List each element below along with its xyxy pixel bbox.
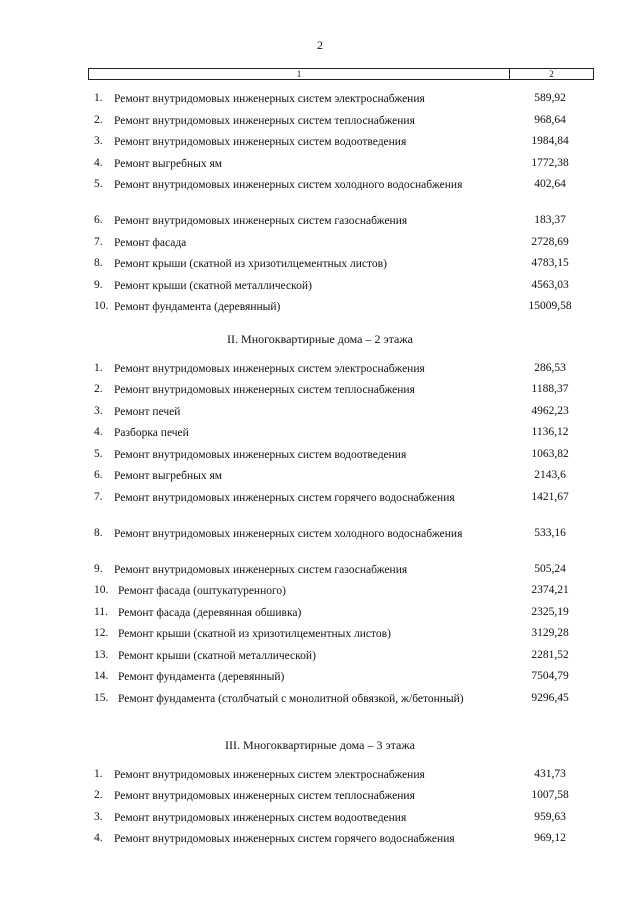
row-text: Ремонт крыши (скатной из хризотилцементных листов): [114, 258, 387, 270]
row-value: 1188,37: [531, 383, 569, 395]
row-value: 286,53: [534, 361, 566, 374]
row-value: 183,37: [534, 214, 566, 226]
table-row: [0, 764, 640, 786]
document-content: [0, 88, 640, 864]
row-value: 1136,12: [531, 426, 569, 438]
table-row: [0, 358, 640, 380]
row-value: 7504,79: [531, 670, 569, 682]
row-value: 15009,58: [528, 300, 572, 312]
row-text: Ремонт выгребных ям: [114, 157, 223, 170]
row-number: 15.: [94, 691, 109, 704]
row-text: Ремонт фундамента (деревянный): [118, 671, 285, 683]
row-number: 8.: [94, 257, 103, 269]
row-number: 7.: [94, 490, 103, 503]
row-number: 9.: [94, 562, 103, 575]
row-text: Ремонт внутридомовых инженерных систем горячего водоснабжения: [114, 491, 455, 504]
table-row: [0, 379, 640, 401]
table-row: [0, 275, 640, 297]
row-text: Ремонт фасада: [114, 236, 187, 249]
header-col-2: 2: [549, 69, 554, 79]
row-text: Ремонт внутридомовых инженерных систем теплоснабжения: [114, 384, 415, 396]
row-number: 14.: [94, 670, 109, 682]
row-text: Ремонт внутридомовых инженерных систем газоснабжения: [114, 563, 408, 576]
section-2-title: II. Многоквартирные дома – 2 этажа: [227, 331, 413, 346]
row-text: Ремонт фундамента (деревянный): [114, 301, 281, 313]
row-text: Ремонт фасада (оштукатуренного): [118, 585, 286, 597]
row-number: 2.: [94, 789, 103, 801]
row-value: 589,92: [534, 92, 566, 104]
row-text: Ремонт фасада (деревянная обшивка): [118, 606, 302, 619]
row-number: 6.: [94, 469, 103, 481]
row-number: 12.: [94, 627, 109, 639]
row-text: Ремонт внутридомовых инженерных систем газоснабжения: [114, 215, 408, 227]
row-value: 2143,6: [534, 469, 566, 481]
table-row: [0, 559, 640, 581]
row-number: 10.: [94, 584, 109, 596]
table-header: [88, 68, 594, 80]
row-text: Ремонт фундамента (столбчатый с монолитной обвязкой, ж/бетонный): [118, 692, 464, 705]
table-row: [0, 296, 640, 318]
table-row: [0, 210, 640, 232]
block-2: [0, 358, 640, 724]
row-text: Ремонт внутридомовых инженерных систем холодного водоснабжения: [114, 527, 463, 540]
table-row: [0, 828, 640, 864]
row-value: 4783,15: [531, 257, 569, 269]
table-row: [0, 110, 640, 132]
row-text: Ремонт выгребных ям: [114, 470, 223, 482]
row-number: 11.: [94, 605, 108, 618]
row-value: 2281,52: [531, 648, 569, 661]
header-col-1: 1: [89, 69, 510, 79]
row-text: Ремонт печей: [114, 405, 181, 418]
table-row: [0, 465, 640, 487]
row-value: 533,16: [534, 526, 566, 539]
table-row: [0, 645, 640, 667]
row-value: 9296,45: [531, 691, 569, 704]
section-3: [0, 724, 640, 764]
row-number: 1.: [94, 92, 103, 104]
row-text: Ремонт крыши (скатной из хризотилцементных листов): [118, 628, 391, 640]
table-row: [0, 153, 640, 175]
table-row: [0, 580, 640, 602]
row-number: 13.: [94, 648, 109, 661]
section-3-title: III. Многоквартирные дома – 3 этажа: [225, 737, 415, 752]
row-number: 3.: [94, 404, 103, 417]
row-value: 969,12: [534, 832, 566, 844]
row-value: 1984,84: [531, 135, 569, 147]
row-number: 6.: [94, 214, 103, 226]
row-value: 3129,28: [531, 627, 569, 639]
row-value: 505,24: [534, 562, 566, 575]
row-value: 968,64: [534, 113, 566, 126]
row-value: 2728,69: [531, 235, 569, 248]
table-row: [0, 688, 640, 724]
row-number: 3.: [94, 135, 103, 147]
row-value: 2325,19: [531, 605, 569, 618]
table-row: [0, 523, 640, 559]
table-row: [0, 785, 640, 807]
row-number: 10.: [94, 300, 109, 312]
row-number: 1.: [94, 361, 103, 374]
row-text: Ремонт крыши (скатной металлической): [118, 649, 316, 662]
row-text: Ремонт крыши (скатной металлической): [114, 279, 312, 292]
row-number: 2.: [94, 113, 103, 126]
table-row: [0, 623, 640, 645]
row-number: 4.: [94, 832, 103, 844]
row-text: Ремонт внутридомовых инженерных систем холодного водоснабжения: [114, 179, 463, 191]
table-row: [0, 174, 640, 210]
row-value: 402,64: [534, 178, 566, 190]
row-value: 1063,82: [531, 447, 569, 460]
table-row: [0, 666, 640, 688]
row-number: 5.: [94, 178, 103, 190]
row-value: 431,73: [534, 767, 566, 780]
row-text: Ремонт внутридомовых инженерных систем электроснабжения: [114, 362, 425, 375]
row-value: 4563,03: [531, 278, 569, 291]
row-value: 959,63: [534, 810, 566, 823]
row-value: 2374,21: [531, 584, 569, 596]
table-row: [0, 487, 640, 523]
row-value: 4962,23: [531, 404, 569, 417]
table-row: [0, 807, 640, 829]
row-text: Ремонт внутридомовых инженерных систем электроснабжения: [114, 768, 425, 781]
row-number: 9.: [94, 278, 103, 291]
table-row: [0, 232, 640, 254]
row-text: Ремонт внутридомовых инженерных систем водоотведения: [114, 448, 407, 461]
table-row: [0, 88, 640, 110]
row-text: Ремонт внутридомовых инженерных систем теплоснабжения: [114, 790, 415, 802]
row-value: 1421,67: [531, 490, 569, 503]
row-text: Ремонт внутридомовых инженерных систем теплоснабжения: [114, 114, 415, 127]
row-text: Ремонт внутридомовых инженерных систем водоотведения: [114, 811, 407, 824]
block-1: [0, 88, 640, 318]
row-number: 4.: [94, 426, 103, 438]
row-number: 7.: [94, 235, 103, 248]
row-value: 1772,38: [531, 156, 569, 169]
row-number: 1.: [94, 767, 103, 780]
row-text: Ремонт внутридомовых инженерных систем электроснабжения: [114, 93, 425, 105]
table-row: [0, 422, 640, 444]
row-value: 1007,58: [531, 789, 569, 801]
row-number: 3.: [94, 810, 103, 823]
row-number: 8.: [94, 526, 103, 539]
row-number: 4.: [94, 156, 103, 169]
table-row: [0, 131, 640, 153]
table-row: [0, 602, 640, 624]
table-row: [0, 253, 640, 275]
row-text: Ремонт внутридомовых инженерных систем водоотведения: [114, 136, 407, 148]
row-number: 5.: [94, 447, 103, 460]
section-2: [0, 318, 640, 358]
table-row: [0, 401, 640, 423]
page-number: 2: [317, 38, 323, 52]
table-row: [0, 444, 640, 466]
row-text: Ремонт внутридомовых инженерных систем горячего водоснабжения: [114, 833, 455, 845]
block-3: [0, 764, 640, 865]
row-number: 2.: [94, 383, 103, 395]
row-text: Разборка печей: [114, 427, 189, 439]
